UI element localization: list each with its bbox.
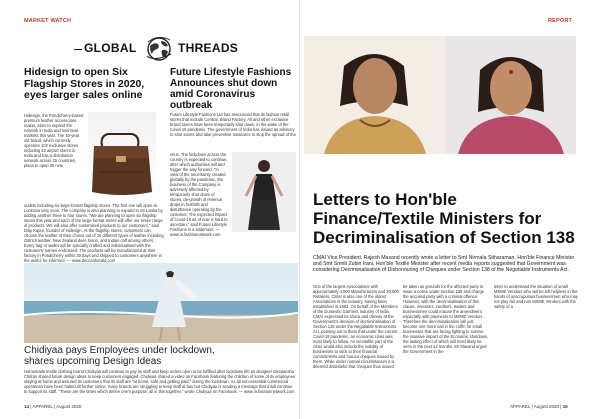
folio-right: APPAREL | August 2020 | 15 <box>510 404 568 409</box>
beach-photo <box>24 263 298 343</box>
section-tag-market-watch: MARKET WATCH <box>24 18 72 24</box>
article-body-hidesign-intro: Hidesign, the Pondicherry-based premium leather accessories maker, aims to expand the network in India and overseas markets this year. The 40-year old brand, which currently operates 102 exclusive stores including 22 airport stores in India and has a distribution network across 25 countries, plans to open 30 new <box>24 113 84 168</box>
fashion-model-photo <box>232 152 296 232</box>
banner-word-left: GLOBAL <box>84 41 137 55</box>
article-body-hidesign: outlets including six large-format flagship stores. The first one will open at Lucknow very soon. The company is also planning to expand in Sri Lanka by adding another three to four stores. "We are planning to open six flagship stores this year and each of the large-format stores will offer our entire range of products. We will also offer customised products to our customers," said Dilip Kapur, founder of Hidesign. At the flagship stores, customers can choose the leather of their choice out of 15 different types of leather including Ostrich leather, New Zealand deer, bison, and Indian calf among others. Every bag or wallet will be specially crafted and individualised with the customers' names embossed. The products will be manufactured at their factory in Pondicherry within 30 days and shipped to customers anywhere in the world, he informed. — www.deccanherald.com <box>24 203 164 263</box>
page-number-left: 14 <box>24 404 30 409</box>
spread-fold <box>299 0 300 419</box>
hidesign-bag-photo <box>88 112 156 200</box>
report-body-col-1: One of the largest Associations with approximately 4,000 Manufacturers and 20,000 Retailers, CMAI is also one of the oldest Associations in the industry, having been established in 1963. On behalf of the Members of the Domestic Garment Industry of India, CMAI expressed its shock and dismay at the Government's decision of decriminalisation of Section 138 under the Negotiable Instruments Act, pointing out to them that under the current Covid-19 pandemic, an economic crisis was most likely to follow. An inevitable part of the crisis would also include the inability of businesses to stick to their financial commitments and honour cheques issued by them. While under normal circumstances it is deemed distasteful that cheques thus issued <box>313 284 399 369</box>
page-number-right: 15 <box>562 404 568 409</box>
report-headline: Letters to Hon'ble Finance/Textile Ministers for Decriminalisation of Section 138 <box>313 190 575 247</box>
article-title-future-lifestyle: Future Lifestyle Fashions Announces shut down amid Coronavirus outbreak <box>170 67 292 111</box>
magazine-name-right: APPAREL <box>510 404 531 409</box>
globe-icon <box>144 34 174 64</box>
issue-date-left: August 2020 <box>56 404 82 409</box>
report-body-col-3: letter to understand the situation of small MSME Vendors who will be left helpless in the hands of unscrupulous businessmen who may not play fair and ruin MSME Vendors with the safety of a <box>494 284 578 309</box>
banner-rule <box>74 49 82 50</box>
article-body-future-lifestyle <box>170 152 228 237</box>
article-body-future-lifestyle-end: disturbance operating by the customer. The expected impact of Covid-19 as of now is hard to ascertain," said Future Lifestyle Fashions in a statement. — www.in.fashionnetwork.com <box>170 207 228 237</box>
global-threads-banner <box>74 32 242 66</box>
article-title-hidesign: Hidesign to open Six Flagship Stores in 2020, eyes larger sales online <box>24 66 145 101</box>
magazine-name-left: APPAREL <box>32 404 53 409</box>
article-body-chidiyaa: Homemade textile clothing brand Chidiyaa will continue to pay its staff and keep orders open to be fulfilled after lockdown life as designer Deepanshu Chitran shared future design ideas to keep customers engaged. Chidiyaa shared a video on Facebook featuring the children of some of its employees staying at home and assured its customers that its staff are "at home, safe and getting paid," during the lockdown. As all non-essential commercial operations have been halted till further notice, many brands are struggling to keep staff at bay but Chidiyaa is sending a message that it will continue to support its staff. "These are the times which define one's purpose; all in this together," wrote Chidiyaa on Facebook. — www.in.fashionnetwork.com <box>24 369 296 394</box>
article-body-future-lifestyle-intro: Future Lifestyle Fashions Ltd has announced that its fashion retail stores that include Central, Brand Factory, All and other exclusive brand stores have been temporarily shut down, in the wake of the Covid-19 pandemic. The government of India has issued an advisory to shut stores and take preventive measures to stop the spread of the <box>170 112 296 137</box>
folio-left: 14 | APPAREL | August 2020 <box>24 404 82 409</box>
report-standfirst: CMAI Vice President, Rajesh Masand recently wrote a letter to Smt Nirmala Sitharaman, Hon'ble Finance Minister and Smt Smriti Zubin Irani, Hon'ble Textile Minister after recent media reports suggested that Government was considering Decriminalisation of Dishonouring of Cheques under Section 138 of the Negotiable Instruments Act. <box>313 255 575 274</box>
portrait-photo-left <box>304 36 446 154</box>
article-title-chidiyaa: Chidiyaa pays Employees under lockdown, shares upcoming Design Ideas <box>24 345 215 367</box>
report-body-col-2: be taken as grounds for the affected party to issue a notice under Section 138 and charge the accused party with a criminal offence. However, with the decriminalisation of this clause, investors, creditors, traders and businessmen could misuse the amendment especially with payments to MSME Vendors. Therefore the decriminalisation will just become one more nail in the coffin for small businesses that are facing fighting to survive the massive impact of the Economic shutdown, the lasting effect of which will most likely be seen in the next 12 months. Mr Masand urged the Government in the <box>403 284 489 354</box>
banner-word-right: THREADS <box>178 41 239 55</box>
issue-date-right: August 2020 <box>533 404 559 409</box>
article-body-future-lifestyle-middle: virus. The lockdown across the country is expected to continue, after which authorities will and trigger the way forward. "In view of the uncertainty created globally by the pandemic, the business of the Company is adversely affected by temporarily shut down of stores, de-growth of revenue, drops in footfalls and <box>170 152 228 207</box>
portrait-photo-right <box>446 36 576 154</box>
section-tag-report: REPORT <box>548 18 573 24</box>
